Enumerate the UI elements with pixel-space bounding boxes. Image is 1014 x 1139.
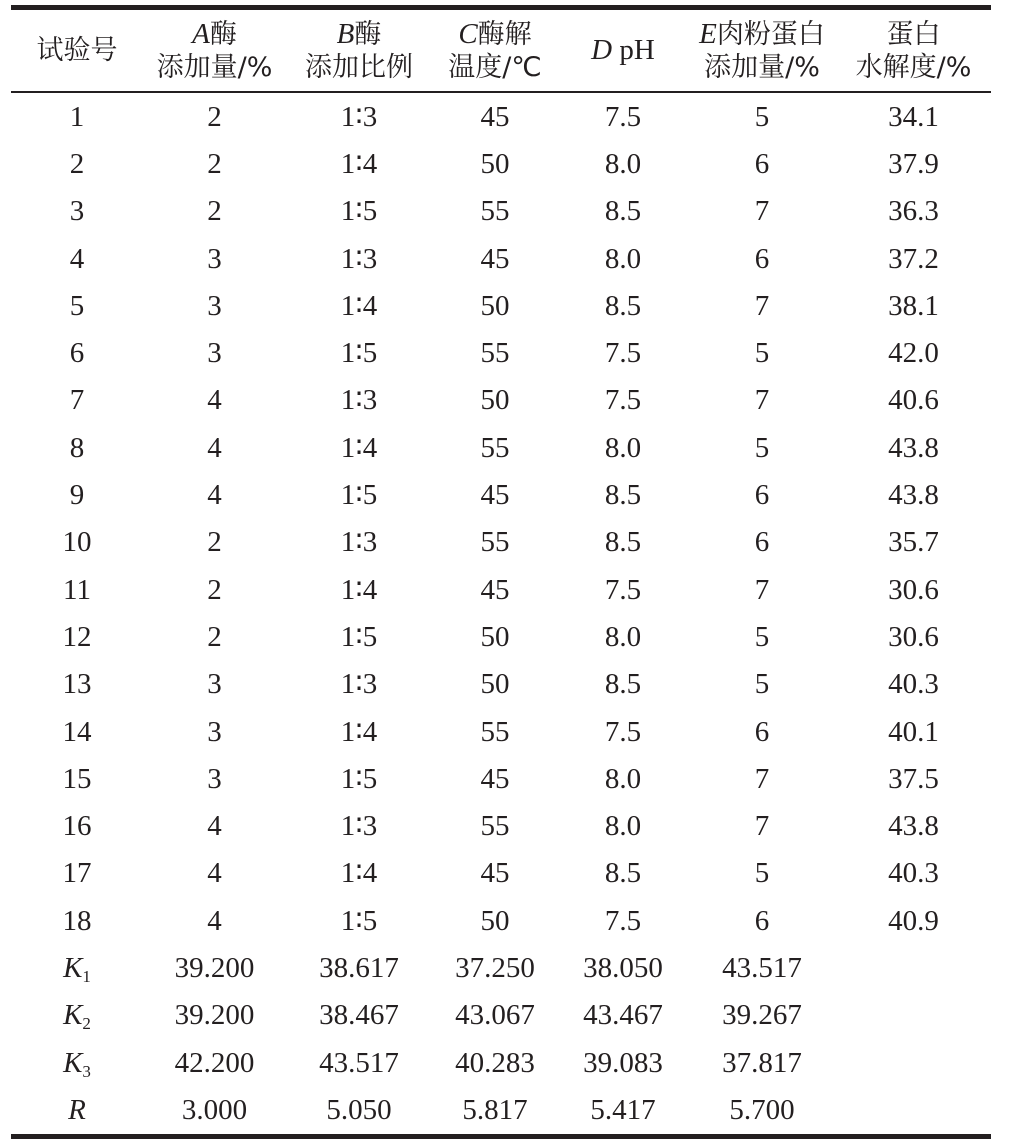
header-b-line1: B酶 xyxy=(336,17,382,50)
cell-a-enzyme: 3 xyxy=(207,242,222,275)
stats-row xyxy=(11,1039,991,1086)
cell-hydrolysis-degree: 37.9 xyxy=(888,147,939,180)
cell-trial-no: 5 xyxy=(69,289,85,322)
cell-d-ph: 7.5 xyxy=(604,337,642,370)
cell-b-ratio: 1∶3 xyxy=(340,810,378,843)
cell-c-temperature: 55 xyxy=(480,195,510,228)
cell-trial-no: 1 xyxy=(69,100,85,133)
table-row xyxy=(11,519,991,566)
cell-e-meat-protein: 7 xyxy=(754,573,770,606)
header-hydrolysis-degree xyxy=(836,8,991,93)
header-c-temperature xyxy=(432,8,558,93)
cell-b-ratio: 1∶3 xyxy=(340,100,378,133)
cell-c-temperature: 50 xyxy=(480,289,510,322)
cell-c-temperature: 55 xyxy=(480,431,510,464)
cell-d-ph: 8.0 xyxy=(604,620,642,653)
stats-empty-cell xyxy=(836,1086,991,1136)
cell-b-ratio: 1∶5 xyxy=(340,337,378,370)
stats-value-c-temperature: 43.067 xyxy=(455,999,535,1032)
header-c-line2: 温度/℃ xyxy=(448,51,542,83)
header-b-enzyme xyxy=(286,8,432,93)
table-row xyxy=(11,897,991,944)
cell-trial-no: 17 xyxy=(62,857,92,890)
cell-a-enzyme: 2 xyxy=(207,620,222,653)
cell-hydrolysis-degree: 34.1 xyxy=(888,100,939,133)
cell-e-meat-protein: 5 xyxy=(754,431,770,464)
cell-e-meat-protein: 5 xyxy=(754,337,770,370)
cell-a-enzyme: 3 xyxy=(207,668,222,701)
cell-a-enzyme: 2 xyxy=(207,100,222,133)
cell-trial-no: 3 xyxy=(69,195,85,228)
cell-b-ratio: 1∶4 xyxy=(340,147,378,180)
cell-trial-no: 2 xyxy=(69,147,85,180)
cell-d-ph: 8.0 xyxy=(604,147,642,180)
stats-value-e-meat-protein: 5.700 xyxy=(729,1093,795,1126)
cell-e-meat-protein: 5 xyxy=(754,100,770,133)
cell-b-ratio: 1∶4 xyxy=(340,431,378,464)
cell-c-temperature: 55 xyxy=(480,526,510,559)
table-row xyxy=(11,471,991,518)
header-e-line1: E肉粉蛋白 xyxy=(699,17,825,50)
stats-empty-cell xyxy=(836,992,991,1039)
cell-trial-no: 11 xyxy=(63,573,91,606)
header-e-meat-protein xyxy=(688,8,836,93)
table-row xyxy=(11,755,991,802)
cell-b-ratio: 1∶4 xyxy=(340,715,378,748)
table-row xyxy=(11,566,991,613)
cell-b-ratio: 1∶5 xyxy=(340,762,378,795)
stats-empty-cell xyxy=(836,944,991,991)
stats-value-c-temperature: 37.250 xyxy=(455,951,535,984)
cell-b-ratio: 1∶4 xyxy=(340,289,378,322)
cell-d-ph: 8.0 xyxy=(604,810,642,843)
cell-a-enzyme: 4 xyxy=(207,479,222,512)
cell-trial-no: 7 xyxy=(69,384,85,417)
cell-b-ratio: 1∶5 xyxy=(340,195,378,228)
cell-c-temperature: 50 xyxy=(480,384,510,417)
cell-b-ratio: 1∶4 xyxy=(340,857,378,890)
cell-c-temperature: 45 xyxy=(480,573,510,606)
cell-e-meat-protein: 7 xyxy=(754,762,770,795)
cell-hydrolysis-degree: 43.8 xyxy=(888,431,939,464)
header-d-ph xyxy=(558,8,688,93)
stats-value-a-enzyme: 39.200 xyxy=(174,999,255,1032)
cell-hydrolysis-degree: 37.5 xyxy=(888,762,939,795)
header-a-enzyme xyxy=(143,8,286,93)
header-d-line1: D pH xyxy=(591,34,655,66)
cell-c-temperature: 45 xyxy=(480,857,510,890)
cell-c-temperature: 50 xyxy=(480,668,510,701)
header-e-line2: 添加量/% xyxy=(704,51,820,83)
cell-d-ph: 8.5 xyxy=(604,479,642,512)
cell-d-ph: 8.5 xyxy=(604,668,642,701)
cell-e-meat-protein: 6 xyxy=(754,147,770,180)
stats-row xyxy=(11,1086,991,1136)
cell-d-ph: 7.5 xyxy=(604,100,642,133)
cell-d-ph: 7.5 xyxy=(604,573,642,606)
cell-trial-no: 16 xyxy=(62,810,92,843)
cell-c-temperature: 50 xyxy=(480,147,510,180)
table-row xyxy=(11,92,991,140)
header-f-line2: 水解度/% xyxy=(855,51,972,83)
cell-e-meat-protein: 7 xyxy=(754,810,770,843)
table-header xyxy=(11,8,991,93)
cell-c-temperature: 45 xyxy=(480,479,510,512)
cell-e-meat-protein: 6 xyxy=(754,479,770,512)
cell-a-enzyme: 4 xyxy=(207,810,222,843)
stats-value-b-ratio: 38.617 xyxy=(319,951,399,984)
cell-d-ph: 8.5 xyxy=(604,195,642,228)
cell-d-ph: 8.5 xyxy=(604,857,642,890)
cell-hydrolysis-degree: 43.8 xyxy=(888,810,939,843)
table-row xyxy=(11,802,991,849)
cell-e-meat-protein: 7 xyxy=(754,384,770,417)
cell-hydrolysis-degree: 40.3 xyxy=(888,668,939,701)
cell-c-temperature: 55 xyxy=(480,810,510,843)
table-row xyxy=(11,613,991,660)
stats-value-b-ratio: 43.517 xyxy=(319,1046,399,1079)
table-row xyxy=(11,188,991,235)
cell-hydrolysis-degree: 40.3 xyxy=(888,857,939,890)
cell-hydrolysis-degree: 40.9 xyxy=(888,904,939,937)
cell-c-temperature: 45 xyxy=(480,100,510,133)
stats-value-a-enzyme: 3.000 xyxy=(181,1093,248,1126)
cell-b-ratio: 1∶5 xyxy=(340,620,378,653)
cell-d-ph: 8.0 xyxy=(604,242,642,275)
table-row xyxy=(11,329,991,376)
stats-value-c-temperature: 40.283 xyxy=(455,1046,535,1079)
stats-label: $K_3$ xyxy=(63,1046,91,1081)
cell-e-meat-protein: 7 xyxy=(754,289,770,322)
cell-hydrolysis-degree: 42.0 xyxy=(888,337,939,370)
cell-hydrolysis-degree: 38.1 xyxy=(888,289,939,322)
stats-label: $K_1$ xyxy=(63,951,91,986)
cell-b-ratio: 1∶5 xyxy=(340,479,378,512)
cell-a-enzyme: 4 xyxy=(207,431,222,464)
cell-d-ph: 8.5 xyxy=(604,289,642,322)
cell-trial-no: 14 xyxy=(62,715,92,748)
stats-value-d-ph: 38.050 xyxy=(583,951,663,984)
cell-a-enzyme: 2 xyxy=(207,526,222,559)
cell-c-temperature: 50 xyxy=(480,904,510,937)
cell-hydrolysis-degree: 37.2 xyxy=(888,242,939,275)
cell-c-temperature: 45 xyxy=(480,762,510,795)
cell-d-ph: 7.5 xyxy=(604,384,642,417)
cell-b-ratio: 1∶3 xyxy=(340,668,378,701)
cell-trial-no: 6 xyxy=(69,337,85,370)
cell-trial-no: 13 xyxy=(62,668,92,701)
cell-b-ratio: 1∶5 xyxy=(340,904,378,937)
stats-value-a-enzyme: 39.200 xyxy=(174,951,255,984)
cell-a-enzyme: 3 xyxy=(207,762,222,795)
cell-trial-no: 4 xyxy=(69,242,85,275)
cell-e-meat-protein: 6 xyxy=(754,715,770,748)
header-b-line2: 添加比例 xyxy=(305,51,413,83)
cell-a-enzyme: 3 xyxy=(207,289,222,322)
cell-c-temperature: 50 xyxy=(480,620,510,653)
cell-c-temperature: 55 xyxy=(480,337,510,370)
stats-value-b-ratio: 38.467 xyxy=(319,999,399,1032)
cell-e-meat-protein: 6 xyxy=(754,526,770,559)
cell-d-ph: 8.0 xyxy=(604,431,642,464)
cell-hydrolysis-degree: 30.6 xyxy=(888,573,939,606)
cell-c-temperature: 55 xyxy=(480,715,510,748)
stats-value-e-meat-protein: 39.267 xyxy=(722,999,802,1032)
cell-trial-no: 12 xyxy=(62,620,92,653)
table-body xyxy=(11,92,991,1136)
header-f-line1: 蛋白 xyxy=(886,18,941,50)
cell-b-ratio: 1∶3 xyxy=(340,242,378,275)
cell-a-enzyme: 4 xyxy=(207,857,222,890)
stats-value-c-temperature: 5.817 xyxy=(462,1093,528,1126)
cell-hydrolysis-degree: 36.3 xyxy=(888,195,939,228)
header-trial-no: 试验号 xyxy=(36,35,118,66)
cell-e-meat-protein: 7 xyxy=(754,195,770,228)
stats-label: R xyxy=(68,1093,86,1126)
cell-b-ratio: 1∶3 xyxy=(340,526,378,559)
cell-a-enzyme: 3 xyxy=(207,715,222,748)
table-row xyxy=(11,140,991,187)
cell-hydrolysis-degree: 40.1 xyxy=(888,715,939,748)
cell-e-meat-protein: 5 xyxy=(754,620,770,653)
table-row xyxy=(11,377,991,424)
cell-trial-no: 8 xyxy=(69,431,85,464)
header-row xyxy=(11,8,991,93)
cell-hydrolysis-degree: 30.6 xyxy=(888,620,939,653)
cell-hydrolysis-degree: 35.7 xyxy=(888,526,939,559)
stats-row xyxy=(11,944,991,991)
stats-empty-cell xyxy=(836,1039,991,1086)
cell-e-meat-protein: 6 xyxy=(754,242,770,275)
stats-value-a-enzyme: 42.200 xyxy=(174,1046,255,1079)
cell-hydrolysis-degree: 40.6 xyxy=(888,384,939,417)
cell-d-ph: 7.5 xyxy=(604,715,642,748)
cell-a-enzyme: 2 xyxy=(207,195,222,228)
table-row xyxy=(11,235,991,282)
stats-value-b-ratio: 5.050 xyxy=(326,1093,392,1126)
table-row xyxy=(11,424,991,471)
stats-row xyxy=(11,992,991,1039)
header-a-line1: A酶 xyxy=(192,17,237,50)
cell-e-meat-protein: 5 xyxy=(754,668,770,701)
table-row xyxy=(11,282,991,329)
cell-trial-no: 10 xyxy=(62,526,92,559)
header-a-line2: 添加量/% xyxy=(156,51,273,83)
cell-a-enzyme: 4 xyxy=(207,384,222,417)
header-c-line1: C酶解 xyxy=(458,17,532,50)
cell-c-temperature: 45 xyxy=(480,242,510,275)
cell-e-meat-protein: 5 xyxy=(754,857,770,890)
stats-value-e-meat-protein: 43.517 xyxy=(722,951,802,984)
cell-trial-no: 18 xyxy=(62,904,92,937)
stats-value-d-ph: 43.467 xyxy=(583,999,663,1032)
stats-value-d-ph: 39.083 xyxy=(583,1046,663,1079)
cell-b-ratio: 1∶3 xyxy=(340,384,378,417)
orthogonal-test-table xyxy=(11,5,991,1139)
cell-trial-no: 15 xyxy=(62,762,92,795)
cell-a-enzyme: 4 xyxy=(207,904,222,937)
table-row xyxy=(11,708,991,755)
stats-value-e-meat-protein: 37.817 xyxy=(722,1046,802,1079)
cell-a-enzyme: 2 xyxy=(207,147,222,180)
stats-label: $K_2$ xyxy=(63,999,91,1034)
table-row xyxy=(11,850,991,897)
cell-trial-no: 9 xyxy=(69,479,85,512)
cell-a-enzyme: 3 xyxy=(207,337,222,370)
cell-d-ph: 8.0 xyxy=(604,762,642,795)
stats-value-d-ph: 5.417 xyxy=(590,1093,656,1126)
cell-d-ph: 8.5 xyxy=(604,526,642,559)
table-row xyxy=(11,661,991,708)
cell-d-ph: 7.5 xyxy=(604,904,642,937)
cell-b-ratio: 1∶4 xyxy=(340,573,378,606)
cell-e-meat-protein: 6 xyxy=(754,904,770,937)
cell-hydrolysis-degree: 43.8 xyxy=(888,479,939,512)
cell-a-enzyme: 2 xyxy=(207,573,222,606)
